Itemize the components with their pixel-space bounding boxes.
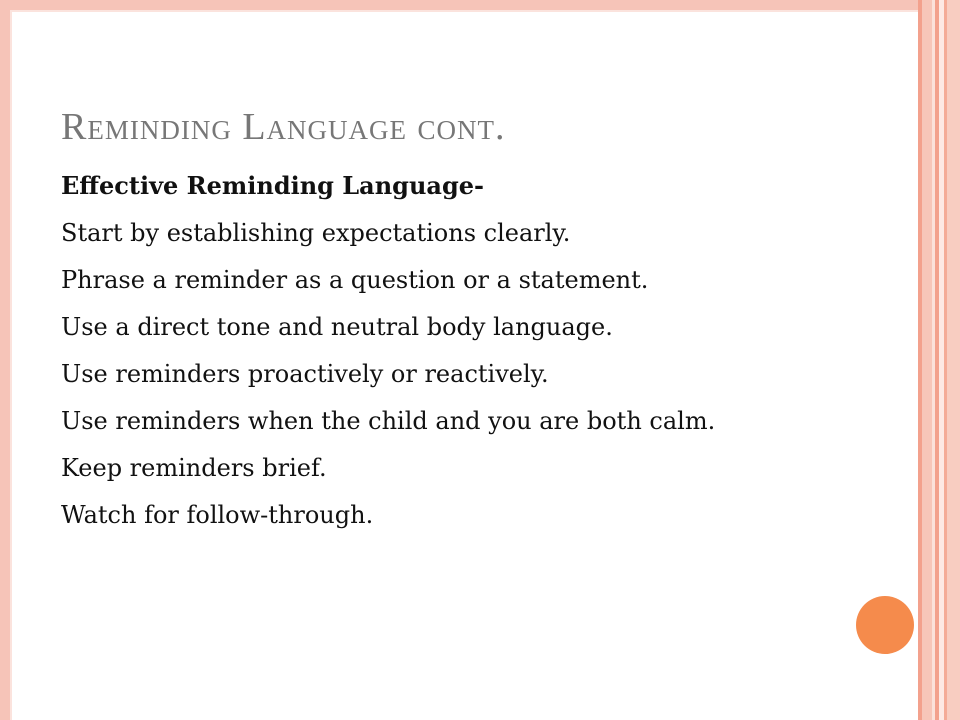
- top-border: [0, 0, 918, 10]
- right-stripes: [918, 0, 960, 720]
- decorative-circle: [856, 596, 914, 654]
- content-line: Keep reminders brief.: [61, 454, 327, 482]
- content-line: Start by establishing expectations clearly.: [61, 219, 571, 247]
- slide-title: Reminding Language cont.: [61, 106, 506, 148]
- left-border: [0, 0, 10, 720]
- content-line: Use reminders when the child and you are both calm.: [61, 407, 716, 435]
- stripe: [947, 0, 960, 720]
- content-line: Use reminders proactively or reactively.: [61, 360, 549, 388]
- frame-line-top: [10, 10, 918, 12]
- content-line: Use a direct tone and neutral body language.: [61, 313, 613, 341]
- slide-content: [61, 172, 821, 548]
- content-heading: Effective Reminding Language-: [61, 171, 484, 200]
- frame-line-left: [10, 10, 12, 720]
- content-line: Watch for follow-through.: [61, 501, 374, 529]
- stripe: [922, 0, 932, 720]
- content-line: Phrase a reminder as a question or a statement.: [61, 266, 649, 294]
